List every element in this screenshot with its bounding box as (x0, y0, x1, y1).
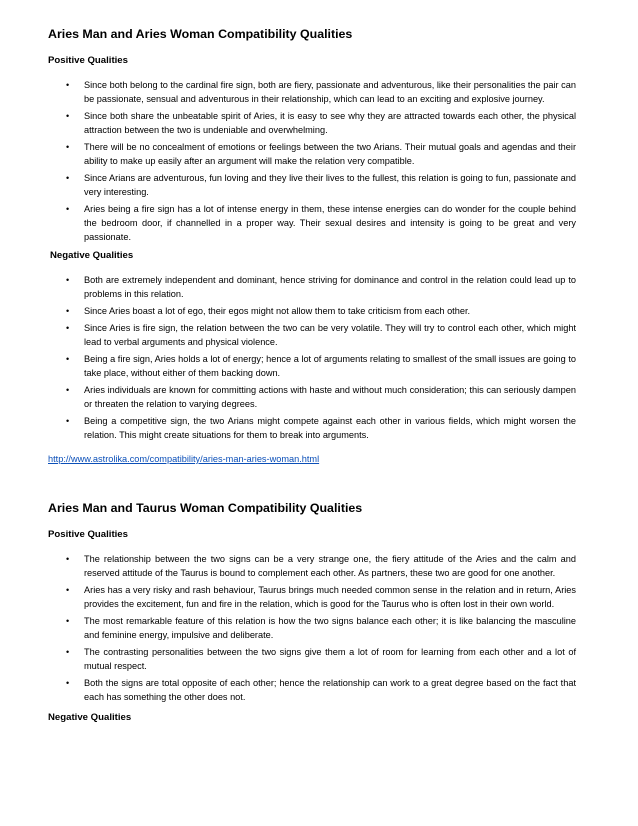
list-item: • Since Aries is fire sign, the relation between the two can be very volatile. They will try to control each other, which might lead to verbal arguments and physical violence. (66, 323, 576, 347)
bullet-icon: • (66, 554, 70, 564)
bullet-icon: • (66, 647, 70, 657)
bullet-icon: • (66, 80, 70, 90)
list-item: • The contrasting personalities between the two signs give them a lot of room for learning from each other and a lot of mutual respect. (66, 647, 576, 671)
bullet-icon: • (66, 173, 70, 183)
bullet-icon: • (66, 204, 70, 214)
list-item: • Being a competitive sign, the two Arians might compete against each other in various fields, which might worsen the relation. This might create situations for them to break into arguments. (66, 416, 576, 440)
section1-positive-heading: Positive Qualities (48, 55, 128, 66)
bullet-icon: • (66, 678, 70, 688)
list-item: • Since both share the unbeatable spirit of Aries, it is easy to see why they are attracted towards each other, the physical attraction between the two is undeniable and overwhelming. (66, 111, 576, 135)
bullet-icon: • (66, 354, 70, 364)
bullet-icon: • (66, 275, 70, 285)
list-item: • The relationship between the two signs can be a very strange one, the fiery attitude of the Aries and the calm and reserved attitude of the Taurus is bound to complement each other. As partners, these two are good for one another. (66, 554, 576, 578)
section2-positive-list (48, 552, 576, 704)
list-item: • Being a fire sign, Aries holds a lot of energy; hence a lot of arguments relating to smallest of the small issues are going to take place, without either of them backing down. (66, 354, 576, 378)
list-item: • The most remarkable feature of this relation is how the two signs balance each other; it is like balancing the masculine and feminine energy, impulsive and deliberate. (66, 616, 576, 640)
bullet-icon: • (66, 306, 70, 316)
bullet-icon: • (66, 385, 70, 395)
list-item: • There will be no concealment of emotions or feelings between the two Arians. Their mutual goals and agendas and their ability to make up easily after an argument will make the relation very compatible. (66, 142, 576, 166)
list-item: • Since Arians are adventurous, fun loving and they live their lives to the fullest, this relation is going to fun, passionate and very interesting. (66, 173, 576, 197)
section2-positive-heading: Positive Qualities (48, 529, 128, 540)
section2-title: Aries Man and Taurus Woman Compatibility Qualities (48, 501, 363, 515)
bullet-icon: • (66, 111, 70, 121)
bullet-icon: • (66, 323, 70, 333)
document-page (48, 26, 576, 735)
bullet-icon: • (66, 142, 70, 152)
section1-positive-list (48, 78, 576, 244)
bullet-icon: • (66, 585, 70, 595)
section1-negative-heading: Negative Qualities (50, 250, 134, 261)
list-item: • Aries individuals are known for committing actions with haste and without much consideration; this can seriously dampen or threaten the relation to varying degrees. (66, 385, 576, 409)
section1-title: Aries Man and Aries Woman Compatibility Qualities (48, 27, 353, 41)
section1-negative-list (48, 273, 576, 442)
bullet-icon: • (66, 616, 70, 626)
section2-negative-heading: Negative Qualities (48, 712, 132, 723)
section-spacer (48, 466, 576, 500)
bullet-icon: • (66, 416, 70, 426)
list-item: • Since Aries boast a lot of ego, their egos might not allow them to take criticism from each other. (66, 306, 471, 316)
list-item: • Both the signs are total opposite of each other; hence the relationship can work to a great degree based on the fact that each has something the other does not. (66, 678, 576, 702)
list-item: • Aries being a fire sign has a lot of intense energy in them, these intense energies can do wonder for the couple behind the bedroom door, if channelled in a proper way. Their sexual desires and intensity is going to be great and very passionate. (66, 204, 576, 242)
list-item: • Both are extremely independent and dominant, hence striving for dominance and control in the relation could lead up to problems in this relation. (66, 275, 576, 299)
list-item: • Aries has a very risky and rash behaviour, Taurus brings much needed common sense in the relation and in return, Aries provides the excitement, fun and fire in the relation, which is good for the Taurus who is often lost in their own world. (66, 585, 576, 609)
source-link[interactable]: http://www.astrolika.com/compatibility/aries-man-aries-woman.html (48, 454, 320, 464)
list-item: • Since both belong to the cardinal fire sign, both are fiery, passionate and adventurous, like their personalities the pair can be passionate, sensual and adventurous in their relationship, which can lead to an exciting and explosive journey. (66, 80, 576, 104)
